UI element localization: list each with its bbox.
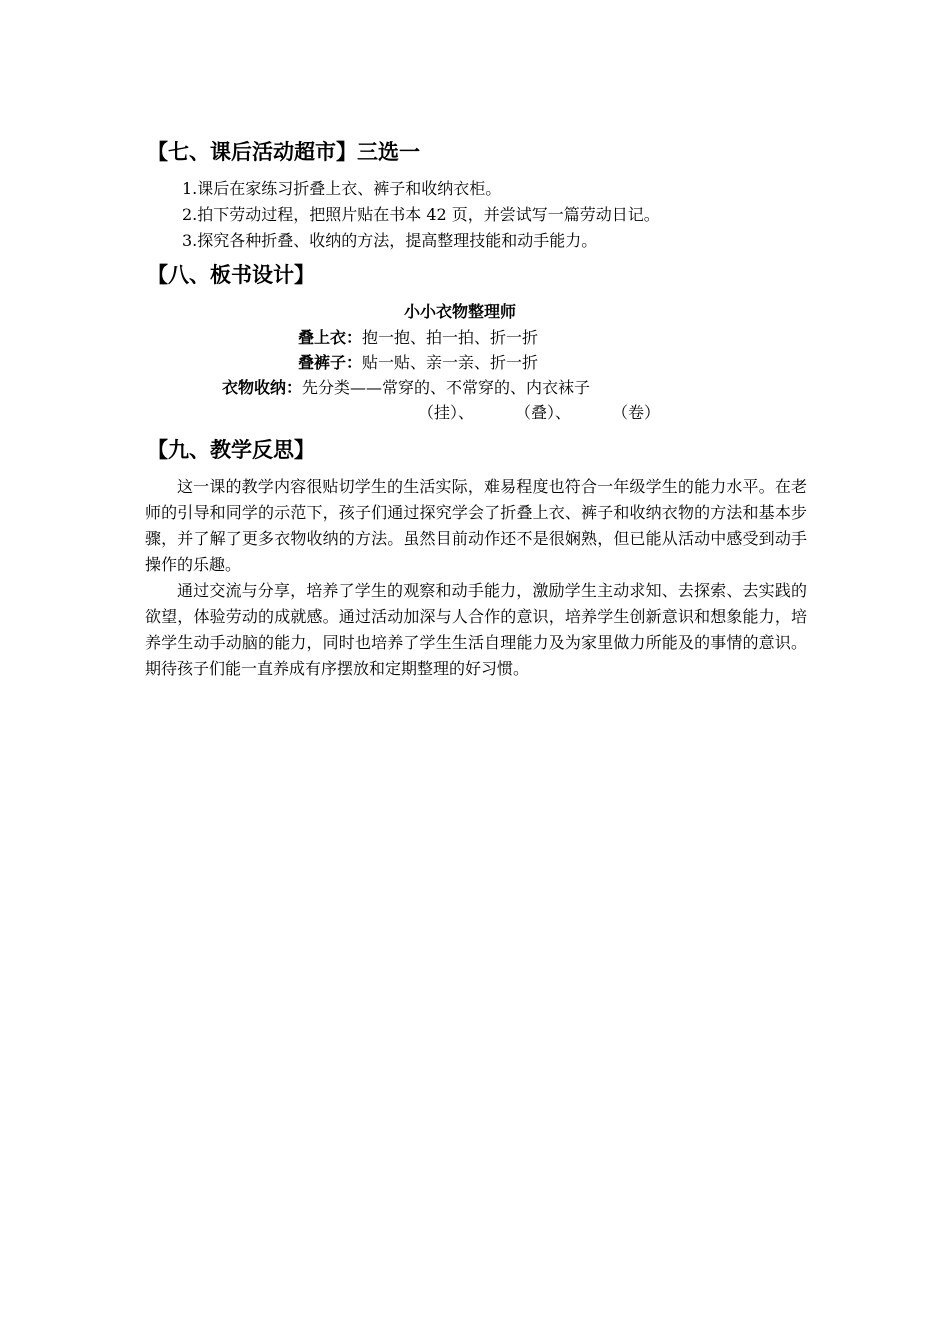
board-note-roll: （卷）: [612, 403, 661, 422]
teaching-reflection: [145, 474, 807, 682]
after-class-activity-list: [182, 176, 660, 254]
board-storage-methods: [418, 400, 660, 425]
board-row-text: 贴一贴、亲一亲、折一折: [362, 353, 539, 372]
board-row-storage: [222, 375, 590, 400]
board-row-text: 先分类——常穿的、不常穿的、内衣袜子: [302, 378, 591, 397]
board-note-hang: （挂）、: [418, 403, 475, 422]
reflection-paragraph-2: 通过交流与分享，培养了学生的观察和动手能力，激励学生主动求知、去探索、去实践的欲望，体验劳动的成就感。通过活动加深与人合作的意识，培养学生创新意识和想象能力，培养学生动手动脑的能力，同时也培养了学生生活自理能力及为家里做力所能及的事情的意识。期待孩子们能一直养成有序摆放和定期整理的好习惯。: [145, 581, 807, 678]
board-row-fold-pants: [298, 350, 538, 375]
board-row-label: 叠上衣：: [298, 328, 363, 347]
section-7-heading: 【七、课后活动超市】三选一: [147, 140, 420, 164]
section-9-heading: 【九、教学反思】: [147, 438, 315, 462]
board-title: 小小衣物整理师: [404, 302, 517, 321]
section-8-heading: 【八、板书设计】: [147, 263, 315, 287]
board-row-text: 抱一抱、拍一拍、折一折: [362, 328, 539, 347]
board-row-label: 叠裤子：: [298, 353, 363, 372]
activity-item-1: 1.课后在家练习折叠上衣、裤子和收纳衣柜。: [182, 179, 502, 198]
activity-item-3: 3.探究各种折叠、收纳的方法，提高整理技能和动手能力。: [182, 231, 598, 250]
board-note-fold: （叠）、: [515, 403, 572, 422]
board-row-fold-top: [298, 325, 538, 350]
activity-item-2: 2.拍下劳动过程，把照片贴在书本 42 页，并尝试写一篇劳动日记。: [182, 205, 660, 224]
board-row-label: 衣物收纳：: [222, 378, 303, 397]
reflection-paragraph-1: 这一课的教学内容很贴切学生的生活实际，难易程度也符合一年级学生的能力水平。在老师的引导和同学的示范下，孩子们通过探究学会了折叠上衣、裤子和收纳衣物的方法和基本步骤，并了解了更多衣物收纳的方法。虽然目前动作还不是很娴熟，但已能从活动中感受到动手操作的乐趣。: [145, 477, 807, 574]
